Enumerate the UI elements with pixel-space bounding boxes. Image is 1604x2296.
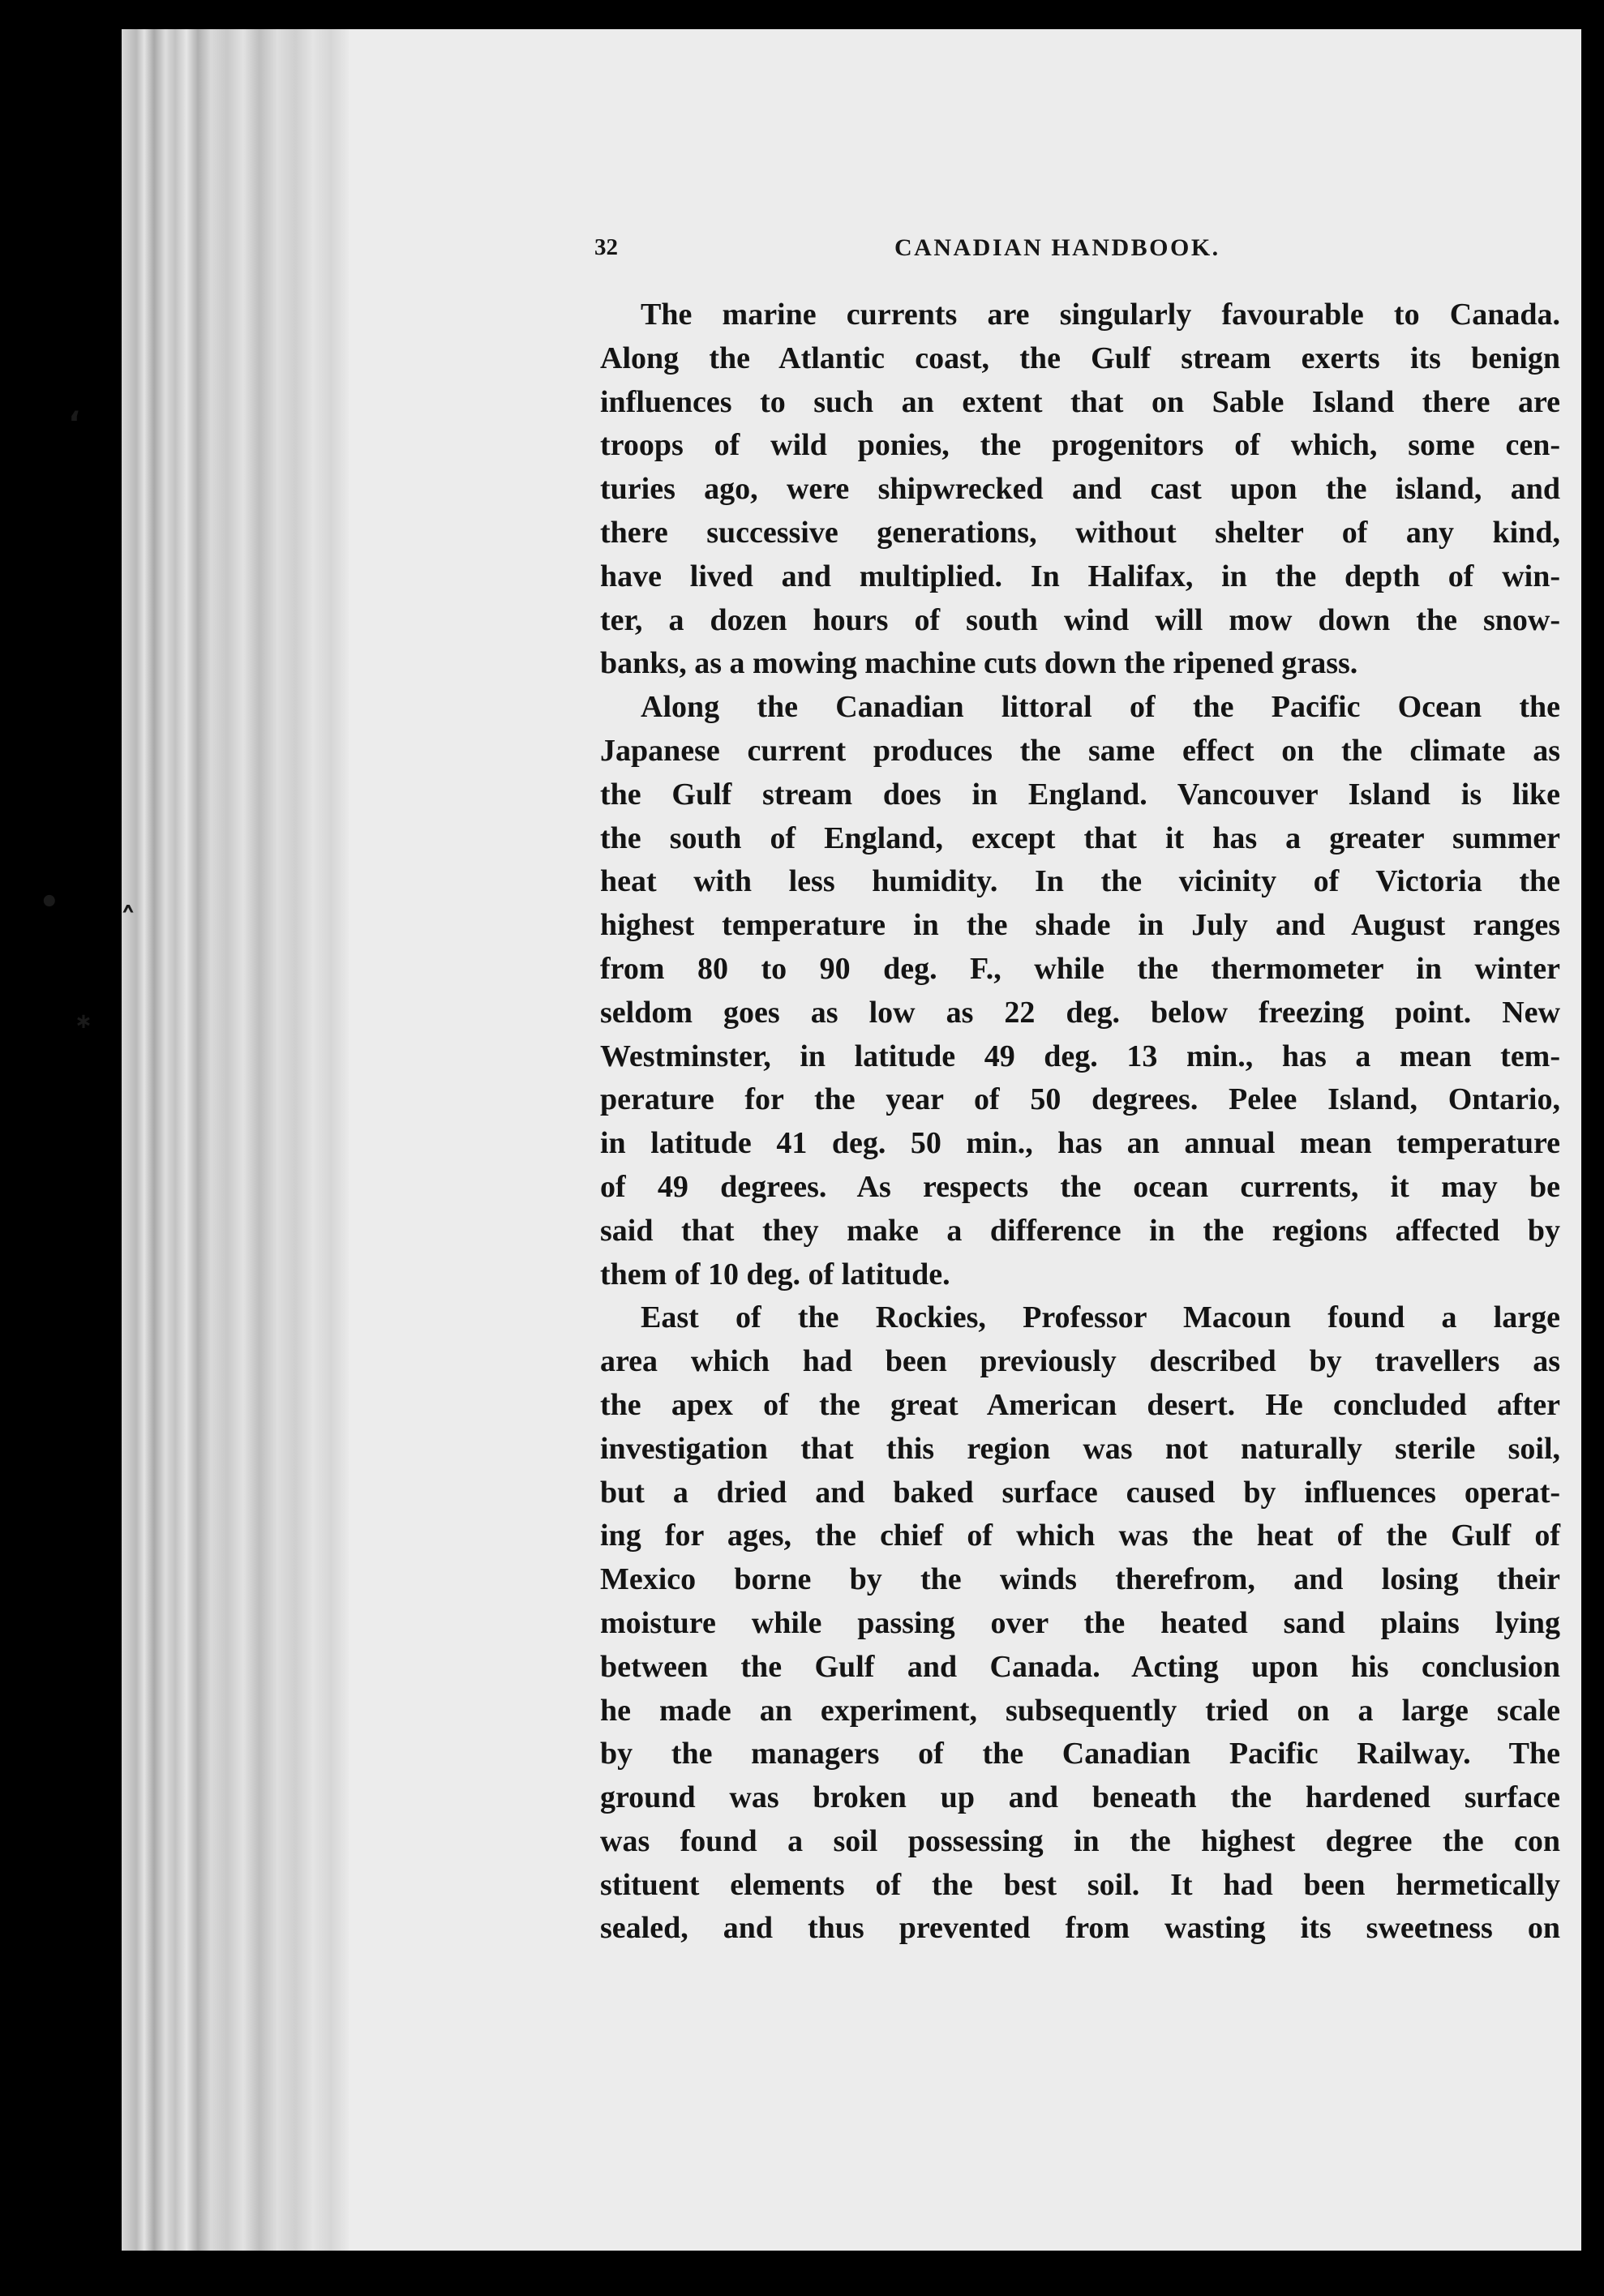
text-line: ter, a dozen hours of south wind will mow down the snow- (600, 602, 1560, 637)
text-line: from 80 to 90 deg. F., while the thermometer in winter (600, 951, 1560, 986)
text-line: Japanese current produces the same effect on the climate as (600, 733, 1560, 768)
text-line: them of 10 deg. of latitude. (600, 1257, 950, 1292)
paragraph (600, 1296, 1560, 1951)
text-line: perature for the year of 50 degrees. Pelee Island, Ontario, (600, 1082, 1560, 1117)
margin-mark: ∗ (75, 1009, 92, 1034)
text-line: said that they make a difference in the regions affected by (600, 1213, 1560, 1248)
text-line: seldom goes as low as 22 deg. below freezing point. New (600, 995, 1560, 1030)
text-line: influences to such an extent that on Sable Island there are (600, 384, 1560, 419)
text-line: Westminster, in latitude 49 deg. 13 min., has a mean tem- (600, 1039, 1560, 1073)
text-line: banks, as a mowing machine cuts down the ripened grass. (600, 646, 1358, 681)
text-line: investigation that this region was not naturally sterile soil, (600, 1431, 1560, 1466)
page-number: 32 (594, 234, 618, 260)
text-line: highest temperature in the shade in July and August ranges (600, 908, 1560, 943)
text-line: turies ago, were shipwrecked and cast upon the island, and (600, 472, 1560, 507)
paragraph (600, 686, 1560, 1296)
text-line: the apex of the great American desert. He concluded after (600, 1387, 1560, 1422)
text-line: area which had been previously described by travellers as (600, 1344, 1560, 1379)
text-line: heat with less humidity. In the vicinity of Victoria the (600, 864, 1560, 899)
page-edges (122, 29, 349, 2251)
margin-mark: ‘ (68, 405, 81, 443)
margin-mark: • (39, 884, 60, 921)
text-line: was found a soil possessing in the highest degree the con (600, 1823, 1560, 1858)
text-line: between the Gulf and Canada. Acting upon his conclusion (600, 1649, 1560, 1684)
text-line: stituent elements of the best soil. It had been hermetically (600, 1867, 1560, 1902)
text-line: Along the Canadian littoral of the Pacific Ocean the (641, 690, 1560, 725)
text-line: by the managers of the Canadian Pacific Railway. The (600, 1737, 1560, 1771)
running-head: CANADIAN HANDBOOK. (894, 234, 1220, 261)
text-line: East of the Rockies, Professor Macoun found a large (641, 1300, 1560, 1335)
text-line: The marine currents are singularly favourable to Canada. (641, 298, 1560, 332)
paragraph (600, 293, 1560, 686)
text-line: ground was broken up and beneath the hardened surface (600, 1780, 1560, 1815)
text-line: Along the Atlantic coast, the Gulf stream exerts its benign (600, 341, 1560, 375)
text-line: moisture while passing over the heated sand plains lying (600, 1605, 1560, 1640)
text-line: in latitude 41 deg. 50 min., has an annual mean temperature (600, 1126, 1560, 1161)
text-line: have lived and multiplied. In Halifax, in the depth of win- (600, 559, 1560, 593)
text-line: the south of England, except that it has a greater summer (600, 820, 1560, 855)
text-line: troops of wild ponies, the progenitors of which, some cen- (600, 428, 1560, 463)
text-line: but a dried and baked surface caused by influences operat- (600, 1475, 1560, 1510)
text-line: there successive generations, without shelter of any kind, (600, 515, 1560, 550)
body-text (600, 293, 1560, 1951)
text-line: Mexico borne by the winds therefrom, and losing their (600, 1562, 1560, 1597)
text-line: ing for ages, the chief of which was the heat of the Gulf of (600, 1519, 1560, 1553)
text-line: the Gulf stream does in England. Vancouver Island is like (600, 777, 1560, 812)
margin-mark: ˄ (120, 902, 136, 939)
text-line: sealed, and thus prevented from wasting its sweetness on (600, 1911, 1560, 1946)
text-line: he made an experiment, subsequently tried on a large scale (600, 1693, 1560, 1728)
text-line: of 49 degrees. As respects the ocean currents, it may be (600, 1169, 1560, 1204)
page-header (594, 231, 1276, 272)
